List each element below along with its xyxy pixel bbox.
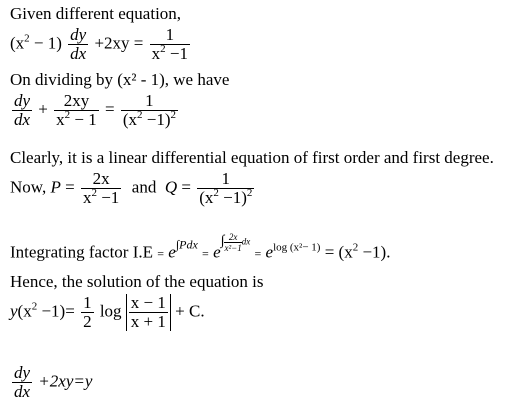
equation-3 [10,170,256,207]
eq4-int-pdx: ∫Pdx [175,237,198,252]
equation-6 [10,364,92,401]
integrating-prefix: Integrating factor I.E [10,242,154,262]
eq2-derivative: $\frac{dy}{dx}$ [14,91,31,129]
eq3-q-frac: $\frac{1}{(x^2 -1)^2}$ [199,169,253,207]
and-text: and [131,177,157,197]
eq2-frac2: $\frac{2xy}{x^2 - 1}$ [56,91,97,129]
eq5-lhs: (x [17,301,32,321]
eq5-log: log [99,301,122,321]
eq4-eq1: = [157,246,165,261]
eq4-e2: e [213,242,221,262]
eq3-Q: Q [164,177,178,197]
eq1-rhs: $\frac{1}{x^2 -1}$ [151,25,188,63]
eq4-e3: e [265,242,274,262]
eq1-left-exp: 2 [24,32,30,45]
eq3-p-frac: $\frac{2x}{x^2 -1}$ [82,169,120,207]
eq1-left: (x [10,33,25,53]
eq2-plus: + [38,99,48,119]
eq6-rest: +2xy=y [38,371,93,391]
eq5-lhs-tail: −1)= [37,301,75,321]
eq5-y: y [10,301,18,321]
eq3-equals-q: = [181,177,191,197]
eq2-frac3: $\frac{1}{(x^2 -1)^2}$ [122,91,176,129]
dividing-text: On dividing by (x² - 1), we have [10,70,230,89]
eq4-result-exp: 2 [352,241,359,254]
eq6-derivative: $\frac{dy}{dx}$ [14,363,31,401]
eq2-equals: = [104,99,115,119]
eq1-derivative: $\frac{dy}{dx}$ [70,25,87,63]
now-prefix: Now, [10,177,47,197]
equation-1 [10,26,192,63]
eq4-eq2: = [202,246,209,261]
hence-text: Hence, the solution of the equation is [10,272,264,291]
equation-4 [10,232,390,264]
eq3-equals-p: = [65,177,75,197]
eq5-lhs-exp: 2 [31,300,38,313]
eq4-eq3: = [254,246,262,261]
eq4-log-exp: log (x²− 1) [273,241,321,254]
equation-2 [10,92,180,129]
eq3-P: P [50,177,61,197]
clearly-text: Clearly, it is a linear differential equation of first order and first degree. [10,148,494,167]
eq4-int-exp: ∫ $\frac{2x}{\text{x²−1}}$ dx [220,232,251,253]
eq4-result: = (x [324,242,353,262]
eq5-tail: + C. [175,301,205,321]
eq1-left-tail: − 1) [29,33,62,53]
eq4-result-tail: −1). [358,242,391,262]
equation-5 [10,294,205,331]
eq1-mid: +2xy = [94,33,144,53]
eq5-half: $\frac{1}{2}$ [83,293,92,331]
eq5-abs: $\frac{x - 1}{x + 1}$ [126,294,171,331]
given-text: Given different equation, [10,4,182,23]
eq4-e1: e [168,242,176,262]
